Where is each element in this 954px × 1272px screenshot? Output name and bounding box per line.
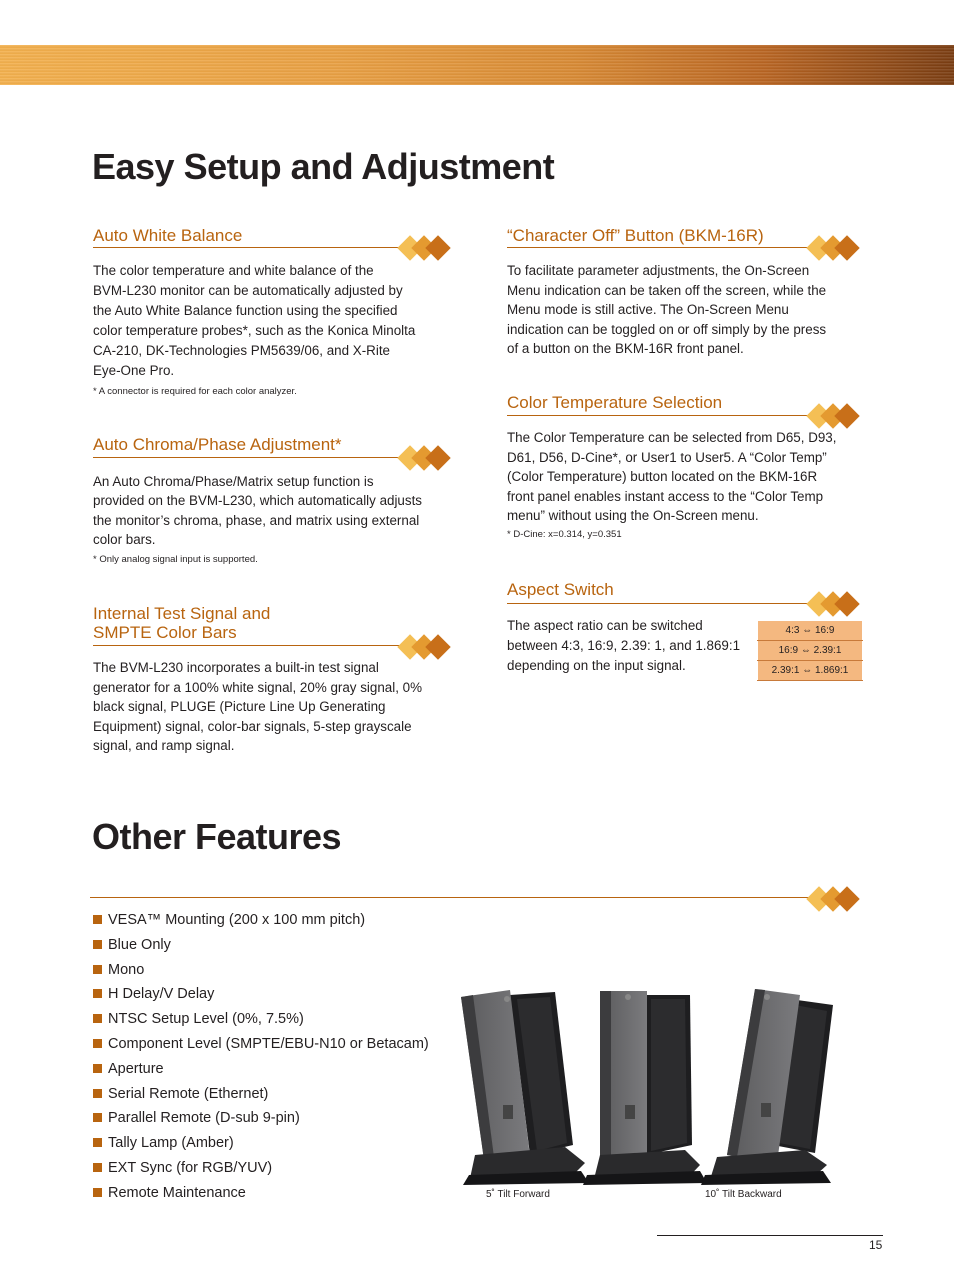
text-line: of a button on the BKM-16R front panel. [507,341,744,356]
monitor-tilt-illustration [455,985,860,1185]
list-item: Serial Remote (Ethernet) [93,1084,429,1109]
text-line: color bars. [93,531,156,547]
text-line: provided on the BVM-L230, which automatically adjusts [93,493,422,509]
square-bullet-icon [93,1089,102,1098]
color-temperature-text [507,428,836,526]
text-line: black signal, PLUGE (Picture Line Up Generating [93,699,386,714]
footnote: * D-Cine: x=0.314, y=0.351 [507,529,622,540]
heading-rule [93,457,403,458]
monitor-upright-image [583,991,707,1185]
list-item: Mono [93,960,429,985]
text-line: Eye-One Pro. [93,363,175,378]
square-bullet-icon [93,1163,102,1172]
auto-white-balance-text [93,261,415,381]
text-line: CA-210, DK-Technologies PM5639/06, and X-Rite [93,343,390,358]
diamond-ornament-icon [397,445,455,471]
table-cell: 2.39:1 ⇔ 1.869:1 [758,661,863,681]
list-item: EXT Sync (for RGB/YUV) [93,1158,429,1183]
text-line: indication can be toggled on or off simply by the press [507,321,827,337]
text-line: Menu mode is still active. The On-Screen Menu [507,302,789,317]
aspect-switch-heading: Aspect Switch [507,580,614,599]
list-item: VESA™ Mounting (200 x 100 mm pitch) [93,910,429,935]
diamond-ornament-icon [397,235,455,261]
list-item: Remote Maintenance [93,1183,429,1208]
text-line: signal, and ramp signal. [93,738,235,753]
tilt-backward-caption: 10˚ Tilt Backward [705,1189,782,1200]
auto-chroma-phase-heading: Auto Chroma/Phase Adjustment* [93,435,342,454]
footnote: * Only analog signal input is supported. [93,554,258,565]
list-item: Blue Only [93,935,429,960]
list-item: Tally Lamp (Amber) [93,1133,429,1158]
diamond-ornament-icon [806,235,864,261]
tilt-forward-caption: 5˚ Tilt Forward [486,1189,550,1200]
text-line: (Color Temperature) button located on the BKM-16R [507,469,818,484]
square-bullet-icon [93,1064,102,1073]
square-bullet-icon [93,965,102,974]
auto-white-balance-heading: Auto White Balance [93,226,243,245]
diamond-ornament-icon [397,634,455,660]
text-line: BVM-L230 monitor can be automatically adjusted by [93,283,403,298]
page-title: Easy Setup and Adjustment [92,146,555,187]
text-line: Equipment) signal, color-bar signals, 5-step grayscale [93,718,412,734]
features-list [93,910,429,1208]
diamond-ornament-icon [806,886,864,912]
text-line: Menu indication can be taken off the screen, while the [507,282,827,298]
decorative-header-bar [0,45,954,85]
text-line: The aspect ratio can be switched [507,618,703,633]
diamond-ornament-icon [806,591,864,617]
heading-line: SMPTE Color Bars [93,623,237,642]
text-line: generator for a 100% white signal, 20% gray signal, 0% [93,679,423,695]
heading-rule [93,247,403,248]
character-off-heading: “Character Off” Button (BKM-16R) [507,226,764,245]
list-item: NTSC Setup Level (0%, 7.5%) [93,1009,429,1034]
page-number: 15 [869,1238,883,1252]
square-bullet-icon [93,915,102,924]
table-row [758,621,863,641]
text-line: menu” without using the On-Screen menu. [507,508,759,523]
square-bullet-icon [93,1014,102,1023]
text-line: the monitor’s chroma, phase, and matrix using external [93,512,420,528]
section-rule [90,897,815,898]
square-bullet-icon [93,1188,102,1197]
heading-line: Internal Test Signal and [93,604,271,623]
diamond-ornament-icon [806,403,864,429]
text-line: front panel enables instant access to the “Color Temp [507,488,824,504]
monitor-tilt-forward-image [461,990,589,1185]
square-bullet-icon [93,940,102,949]
text-line: The color temperature and white balance of the [93,263,374,278]
text-line: The Color Temperature can be selected from D65, D93, [507,430,837,445]
square-bullet-icon [93,1113,102,1122]
internal-test-signal-heading [93,604,270,642]
heading-rule [507,247,817,248]
table-row [758,641,863,661]
internal-test-signal-text [93,658,422,756]
text-line: the Auto White Balance function using the specified [93,303,398,318]
other-features-title: Other Features [92,816,342,857]
color-temperature-heading: Color Temperature Selection [507,393,723,412]
list-item: H Delay/V Delay [93,984,429,1009]
table-row [758,661,863,681]
heading-rule [93,645,403,646]
auto-chroma-phase-text [93,472,422,549]
square-bullet-icon [93,1138,102,1147]
aspect-switch-text [507,616,740,676]
table-cell: 4:3 ⇔ 16:9 [758,621,863,641]
list-item: Parallel Remote (D-sub 9-pin) [93,1108,429,1133]
aspect-ratio-table [757,620,863,681]
footer-rule [657,1235,883,1236]
text-line: The BVM-L230 incorporates a built-in test signal [93,660,379,675]
square-bullet-icon [93,989,102,998]
text-line: between 4:3, 16:9, 2.39: 1, and 1.869:1 [507,638,741,653]
text-line: color temperature probes*, such as the Konica Minolta [93,323,416,338]
square-bullet-icon [93,1039,102,1048]
heading-rule [507,415,817,416]
character-off-text [507,261,826,359]
footnote: * A connector is required for each color analyzer. [93,386,297,397]
heading-rule [507,603,817,604]
text-line: depending on the input signal. [507,658,686,673]
text-line: An Auto Chroma/Phase/Matrix setup function is [93,474,374,489]
list-item: Component Level (SMPTE/EBU-N10 or Betacam) [93,1034,429,1059]
text-line: To facilitate parameter adjustments, the On-Screen [507,263,810,278]
text-line: D61, D56, D-Cine*, or User1 to User5. A “Color Temp” [507,449,827,465]
monitor-tilt-backward-image [701,989,833,1185]
table-cell: 16:9 ⇔ 2.39:1 [758,641,863,661]
list-item: Aperture [93,1059,429,1084]
